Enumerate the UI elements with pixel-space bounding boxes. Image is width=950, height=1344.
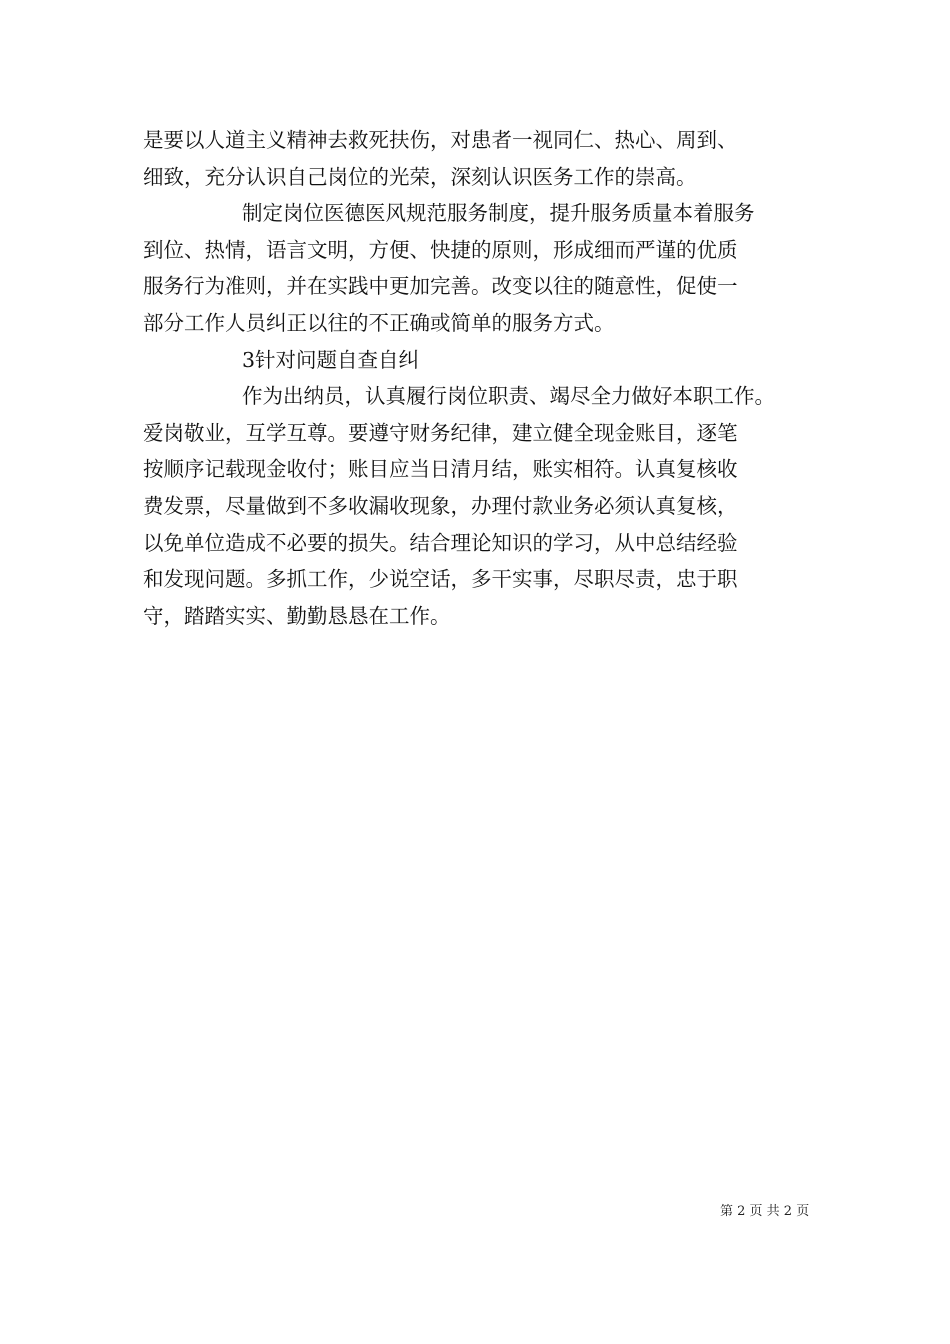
text-line: 服务行为准则，并在实践中更加完善。改变以往的随意性，促使一 bbox=[143, 274, 738, 299]
page-number: 第 2 页 共 2 页 bbox=[720, 1204, 810, 1219]
text-line: 部分工作人员纠正以往的不正确或简单的服务方式。 bbox=[143, 310, 615, 335]
text-line: 到位、热情，语言文明，方便、快捷的原则，形成细而严谨的优质 bbox=[143, 237, 738, 262]
text-line: 是要以人道主义精神去救死扶伤，对患者一视同仁、热心、周到、 bbox=[143, 128, 738, 152]
document-body bbox=[143, 122, 823, 634]
text-line: 制定岗位医德医风规范服务制度，提升服务质量本着服务 bbox=[242, 201, 755, 226]
text-line: 按顺序记载现金收付；账目应当日清月结，账实相符。认真复核收 bbox=[143, 457, 738, 482]
text-line: 细致，充分认识自己岗位的光荣，深刻认识医务工作的崇高。 bbox=[143, 164, 697, 189]
text-line: 作为出纳员，认真履行岗位职责、竭尽全力做好本职工作。 bbox=[242, 384, 775, 409]
text-line: 守，踏踏实实、勤勤恳恳在工作。 bbox=[143, 603, 451, 628]
section-heading: 3针对问题自查自纠 bbox=[242, 347, 420, 372]
text-line: 和发现问题。多抓工作，少说空话，多干实事，尽职尽责，忠于职 bbox=[143, 567, 738, 592]
text-line: 爱岗敬业，互学互尊。要遵守财务纪律，建立健全现金账目，逐笔 bbox=[143, 420, 738, 445]
text-line: 费发票，尽量做到不多收漏收现象，办理付款业务必须认真复核， bbox=[143, 493, 738, 518]
text-line: 以免单位造成不必要的损失。结合理论知识的学习，从中总结经验 bbox=[143, 530, 738, 555]
